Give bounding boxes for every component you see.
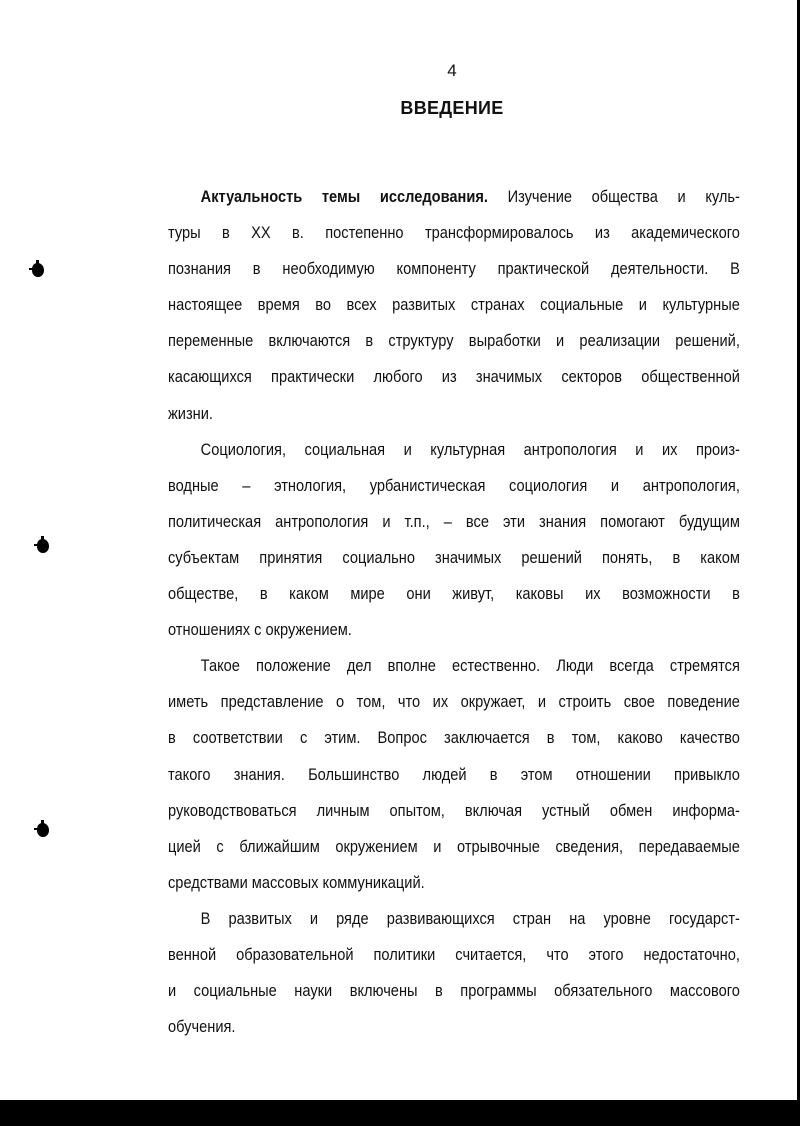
- text-line: руководствоваться личным опытом, включая устный обмен информа-: [168, 800, 740, 820]
- binder-hole-mark: [32, 263, 44, 277]
- text-line: туры в XX в. постепенно трансформировалось из академического: [168, 223, 740, 243]
- text-line: жизни.: [168, 403, 213, 423]
- text-line: водные – этнология, урбанистическая социология и антропология,: [168, 475, 740, 495]
- text-line: обучения.: [168, 1017, 236, 1037]
- text-line: иметь представление о том, что их окружает, и строить свое поведение: [168, 692, 740, 712]
- binder-hole-mark: [37, 539, 49, 553]
- text-line: цией с ближайшим окружением и отрывочные сведения, передаваемые: [168, 836, 740, 856]
- text-line: политическая антропология и т.п., – все эти знания помогают будущим: [168, 511, 740, 531]
- bold-lead: Актуальность темы исследования.: [200, 187, 488, 206]
- text-line: Актуальность темы исследования. Изучение общества и куль-: [200, 187, 740, 206]
- text-line: субъектам принятия социально значимых решений понять, в каком: [168, 547, 740, 567]
- text-line: такого знания. Большинство людей в этом отношении привыкло: [168, 764, 740, 784]
- text-line: средствами массовых коммуникаций.: [168, 872, 425, 892]
- text-line: Социология, социальная и культурная антропология и их произ-: [200, 439, 740, 459]
- text-line: переменные включаются в структуру выработки и реализации решений,: [168, 331, 740, 351]
- text-line: обществе, в каком мире они живут, каковы их возможности в: [168, 584, 740, 604]
- text-line: Такое положение дел вполне естественно. Люди всегда стремятся: [200, 656, 740, 676]
- binder-hole-mark: [37, 823, 49, 837]
- page-number: 4: [447, 61, 457, 80]
- text-line: отношениях с окружением.: [168, 620, 352, 640]
- text-line: в соответствии с этим. Вопрос заключается в том, каково качество: [168, 728, 740, 748]
- text-line: и социальные науки включены в программы обязательного массового: [168, 981, 740, 1001]
- text-line: касающихся практически любого из значимых секторов общественной: [168, 367, 740, 387]
- body-text: [168, 179, 740, 1045]
- text-line: В развитых и ряде развивающихся стран на уровне государст-: [200, 908, 740, 928]
- text-line: венной образовательной политики считается, что этого недостаточно,: [168, 944, 740, 964]
- text-line: настоящее время во всех развитых странах социальные и культурные: [168, 295, 740, 315]
- section-heading: ВВЕДЕНИЕ: [400, 98, 504, 118]
- text-line: познания в необходимую компоненту практической деятельности. В: [168, 259, 740, 279]
- scan-bottom-border: [0, 1100, 800, 1126]
